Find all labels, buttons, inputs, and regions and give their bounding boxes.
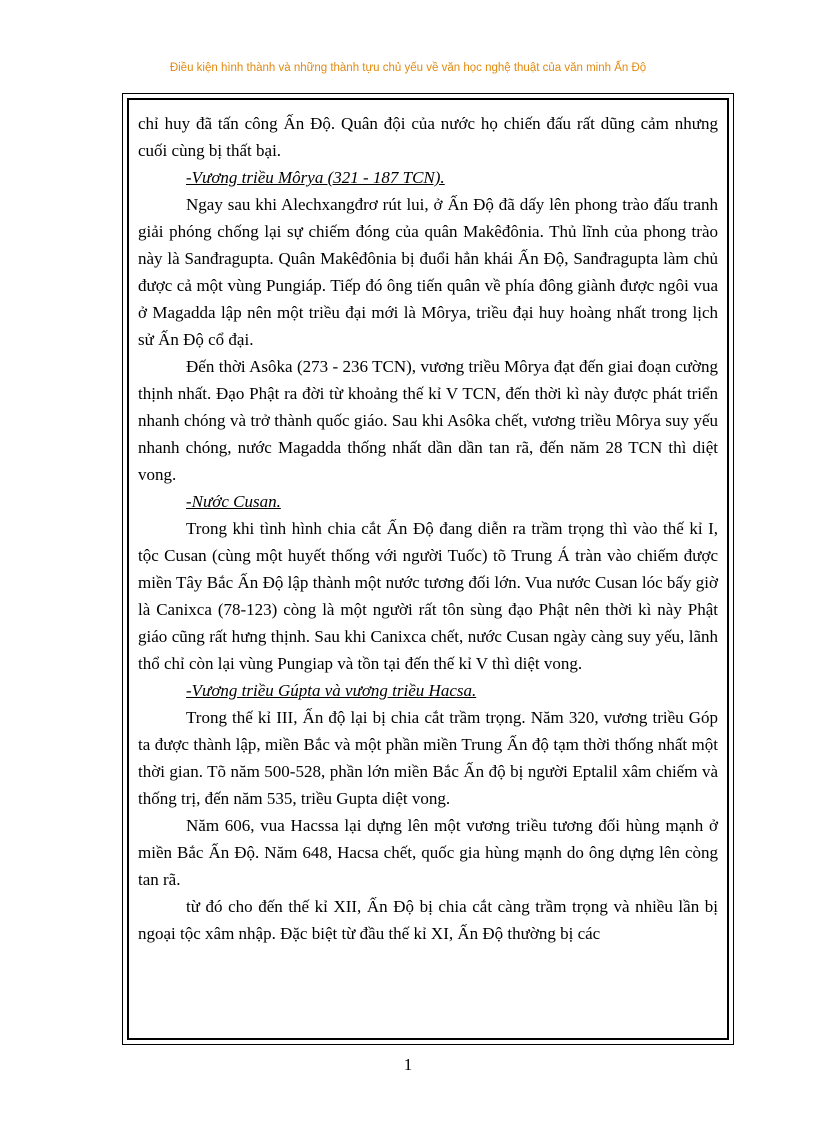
paragraph: Năm 606, vua Hacssa lại dựng lên một vương triều tương đối hùng mạnh ở miền Bắc Ấn Độ. Năm 648, Hacsa chết, quốc gia hùng mạnh do ông dựng lên còng tan rã.: [138, 816, 718, 889]
page-number: 1: [403, 1055, 413, 1074]
paragraph-continuation: chỉ huy đã tấn công Ấn Độ. Quân đội của nước họ chiến đấu rất dũng cảm nhưng cuối cùng bị thất bại.: [138, 114, 718, 160]
paragraph: Trong khi tình hình chia cắt Ấn Độ đang diễn ra trầm trọng thì vào thế kỉ I, tộc Cusan (cùng một huyết thống với người Tuốc) tõ Trung Á tràn vào chiếm được miền Tây Bắc Ấn Độ lập thành một nước tương đối lớn. Vua nước Cusan lóc bấy giờ là Canixca (78-123) còng là một người rất tôn sùng đạo Phật nên thời kì này Phật giáo cũng rất hưng thịnh. Sau khi Canixca chết, nước Cusan ngày càng suy yếu, lãnh thổ chỉ còn lại vùng Pungiap và tồn tại đến thế kỉ V thì diệt vong.: [138, 519, 718, 673]
document-body: [138, 110, 718, 947]
section-heading-morya: -Vương triều Môrya (321 - 187 TCN).: [186, 168, 445, 187]
section-heading-cusan: -Nước Cusan.: [186, 492, 281, 511]
paragraph: từ đó cho đến thế kỉ XII, Ấn Độ bị chia cắt càng trầm trọng và nhiều lần bị ngoại tộc xâm nhập. Đặc biệt từ đầu thế kỉ XI, Ấn Độ thường bị các: [138, 897, 718, 943]
paragraph: Ngay sau khi Alechxangđrơ rút lui, ở Ấn Độ đã dấy lên phong trào đấu tranh giải phóng chống lại sự chiếm đóng của quân Makêđônia. Thủ lĩnh của phong trào này là Sanđragupta. Quân Makêđônia bị đuổi hẳn khái Ấn Độ, Sanđragupta làm chủ được cả một vùng Pungiáp. Tiếp đó ông tiến quân về phía đông giành được ngôi vua ở Magadda lập nên một triều đại mới là Môrya, triều đại huy hoàng nhất trong lịch sử Ấn Độ cổ đại.: [138, 195, 718, 349]
paragraph: Trong thế kỉ III, Ấn độ lại bị chia cắt trầm trọng. Năm 320, vương triều Góp ta được thành lập, miền Bắc và một phần miền Trung Ấn độ tạm thời thống nhất một thời gian. Tõ năm 500-528, phần lớn miền Bắc Ấn độ bị người Eptalil xâm chiếm và thống trị, đến năm 535, triều Gupta diệt vong.: [138, 708, 718, 808]
paragraph: Đến thời Asôka (273 - 236 TCN), vương triều Môrya đạt đến giai đoạn cường thịnh nhất. Đạo Phật ra đời từ khoảng thế kỉ V TCN, đến thời kì này được phát triển nhanh chóng và trở thành quốc giáo. Sau khi Asôka chết, vương triều Môrya suy yếu nhanh chóng, nước Magadda thống nhất dần dần tan rã, đến năm 28 TCN thì diệt vong.: [138, 357, 718, 484]
running-header: Điều kiện hình thành và những thành tựu chủ yếu về văn học nghệ thuật của văn minh Ấn Độ: [169, 62, 647, 74]
section-heading-gupta-hacsa: -Vương triều Gúpta và vương triều Hacsa.: [186, 681, 477, 700]
